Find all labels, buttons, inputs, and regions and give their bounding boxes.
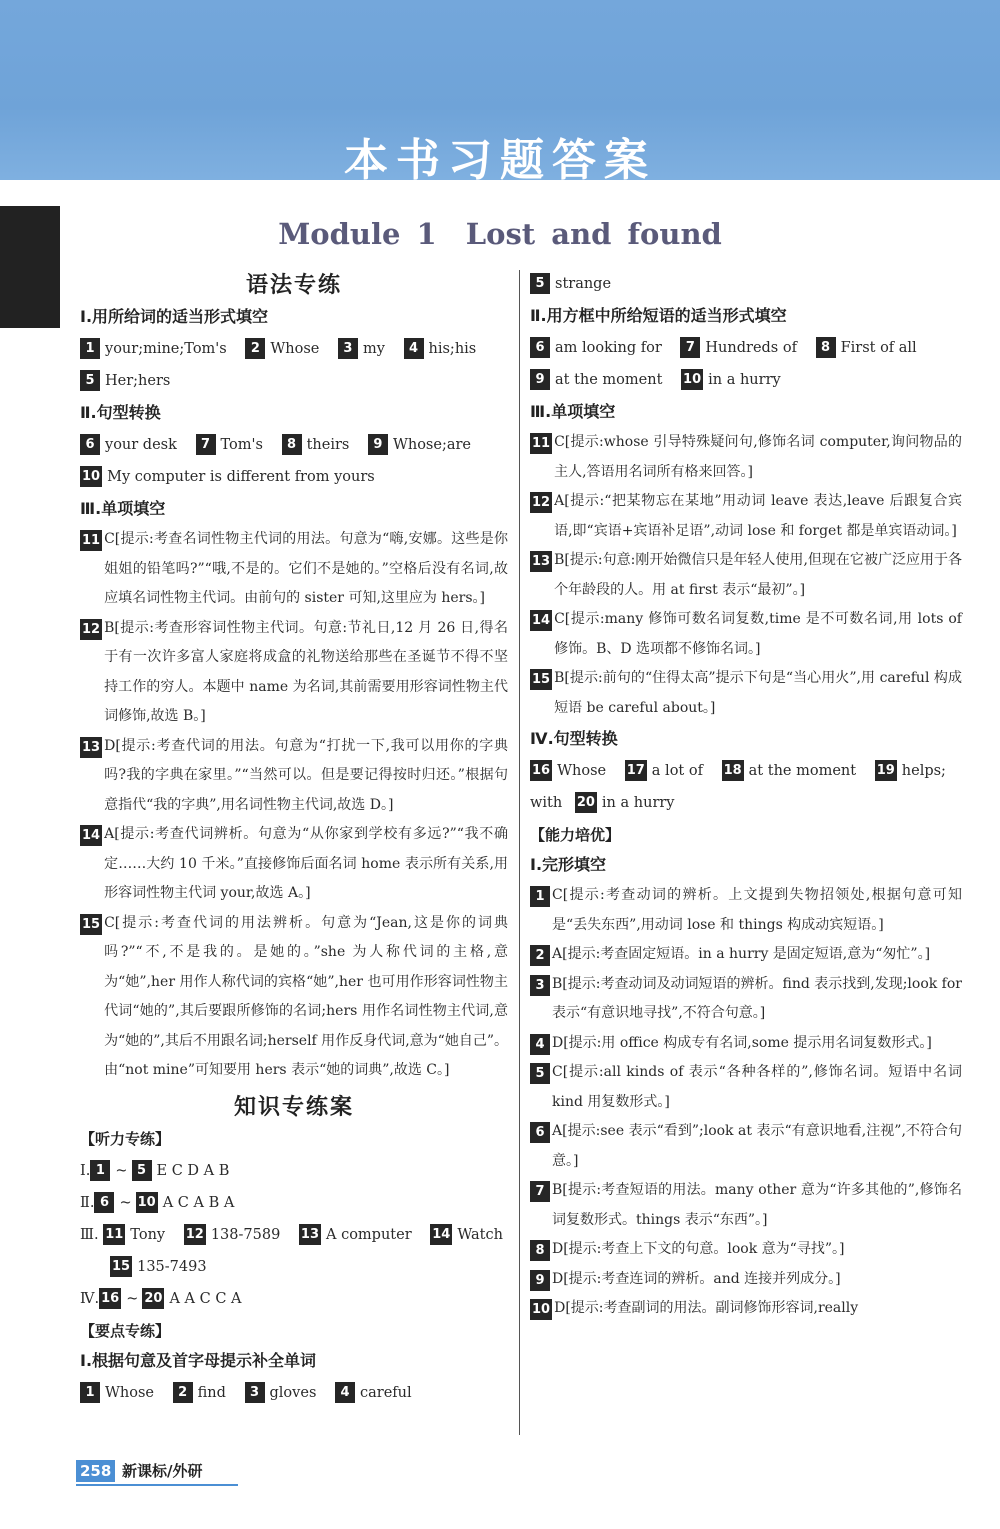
question-number: 13 — [80, 737, 102, 758]
question-number: 19 — [875, 760, 897, 781]
answer-item — [80, 373, 170, 389]
footer-label: 新课标/外研 — [122, 1462, 203, 1480]
answer-text: with — [530, 795, 563, 811]
explanation-text: D[提示:用 office 构成专有名词,some 提示用名词复数形式。] — [552, 1034, 932, 1051]
answer-item — [299, 1227, 412, 1243]
explanation-text: C[提示:考查动词的辨析。上文提到失物招领处,根据句意可知是“丢失东西”,用动词 lose 和 things 构成动宾短语。] — [552, 887, 962, 933]
explanation-text: C[提示:all kinds of 表示“各种各样的”,修饰名词。短语中名词 kind 用复数形式。] — [552, 1064, 962, 1110]
explanation-item — [530, 1117, 962, 1176]
section-title: Ⅲ.单项填空 — [80, 499, 166, 518]
answer-item — [816, 340, 917, 356]
answer-text: theirs — [306, 437, 350, 453]
answer-text: Hundreds of — [705, 340, 797, 356]
explanation-item — [530, 1058, 962, 1117]
subsection-label-key-points: 【要点专练】 — [80, 1321, 171, 1340]
answer-item — [625, 763, 703, 779]
question-number: 1 — [90, 1160, 110, 1181]
question-number: 8 — [816, 337, 836, 358]
section-title: Ⅱ.用方框中所给短语的适当形式填空 — [530, 306, 787, 325]
explanation-text: A[提示:考查代词辨析。句意为“从你家到学校有多远?”“我不确定……大约 10 千米。”直接修饰后面名词 home 表示所有关系,用形容词性物主代词 your,故选 A。] — [104, 826, 508, 901]
section-heading-grammar: 语法专练 — [245, 273, 342, 298]
question-number: 11 — [530, 433, 552, 454]
answer-text: 138-7589 — [210, 1226, 281, 1243]
question-number: 10 — [136, 1192, 158, 1213]
answer-item — [173, 1385, 226, 1401]
answer-row — [530, 364, 962, 396]
answer-text: at the moment — [748, 763, 857, 779]
subsection-label-ability: 【能力培优】 — [530, 826, 621, 844]
module-title: Module 1 Lost and found — [278, 217, 722, 251]
explanation-item — [530, 1294, 962, 1324]
explanation-item — [530, 1265, 962, 1295]
answer-item — [530, 340, 662, 356]
question-number: 12 — [184, 1224, 206, 1245]
question-number: 20 — [575, 792, 597, 813]
listening-row: Ⅱ. 6 ~ 10 A C A B A — [80, 1187, 508, 1219]
answer-text: my — [362, 341, 385, 357]
question-number: 14 — [530, 610, 552, 631]
question-number: 8 — [530, 1240, 550, 1261]
answer-item — [103, 1227, 165, 1243]
answer-text: his;his — [428, 341, 477, 357]
question-number: 4 — [530, 1034, 550, 1055]
question-number: 17 — [625, 760, 647, 781]
question-number: 20 — [142, 1288, 164, 1309]
question-number: 6 — [530, 1122, 550, 1143]
answer-item — [530, 372, 662, 388]
section-title: Ⅰ.根据句意及首字母提示补全单词 — [80, 1350, 317, 1370]
explanation-text: B[提示:考查形容词性物主代词。句意:节礼日,12 月 26 日,得名于有一次许多富人家庭将成盒的礼物送给那些在圣诞节不得不坚持工作的穷人。本题中 name 为名词,其前需要用形容词性物主代词修饰,故选 B。] — [104, 619, 508, 724]
question-number: 15 — [80, 914, 102, 935]
answer-text: Tony — [130, 1226, 166, 1243]
explanation-text: A[提示:“把某物忘在某地”用动词 leave 表达,leave 后跟复合宾语,即“宾语+宾语补足语”,动词 lose 和 forget 都是单宾语动词。] — [554, 493, 962, 539]
question-number: 5 — [132, 1160, 152, 1181]
explanation-item — [80, 614, 508, 732]
answer-text: Whose;are — [392, 437, 471, 453]
explanation-item — [530, 881, 962, 940]
answer-row — [530, 268, 962, 300]
answer-text: Whose — [105, 1384, 154, 1401]
question-number: 12 — [80, 619, 102, 640]
question-number: 5 — [530, 273, 550, 294]
answer-text: First of all — [840, 340, 917, 356]
answer-item — [575, 795, 675, 811]
question-number: 1 — [80, 338, 100, 359]
column-divider — [519, 270, 520, 1435]
explanation-text: D[提示:考查代词的用法。句意为“打扰一下,我可以用你的字典吗?我的字典在家里。”“当然可以。但是要记得按时归还。”根据句意指代“我的字典”,用名词性物主代词,故选 D。] — [104, 737, 508, 813]
explanation-text: A[提示:see 表示“看到”;look at 表示“有意识地看,注视”,不符合句意。] — [552, 1123, 962, 1169]
question-number: 9 — [530, 369, 550, 390]
answer-item — [196, 437, 263, 453]
answer-text: Whose — [270, 341, 320, 357]
section-title: Ⅰ.完形填空 — [530, 855, 607, 874]
question-number: 15 — [530, 669, 552, 690]
answer-text: am looking for — [555, 340, 662, 356]
question-number: 6 — [94, 1192, 114, 1213]
footer-underline — [76, 1484, 238, 1486]
answer-text: Watch — [457, 1226, 503, 1243]
answer-item — [245, 341, 319, 357]
roman-numeral: Ⅳ. — [80, 1290, 100, 1307]
question-number: 9 — [368, 434, 388, 455]
answer-item — [338, 341, 385, 357]
explanation-item — [80, 909, 508, 1086]
explanation-text: D[提示:考查上下文的句意。look 意为“寻找”。] — [552, 1241, 845, 1257]
right-column — [530, 268, 962, 1324]
question-number: 12 — [530, 492, 552, 513]
answer-text: find — [197, 1384, 226, 1401]
answer-row — [80, 1377, 508, 1409]
question-number: 11 — [103, 1224, 125, 1245]
answer-item — [680, 340, 797, 356]
question-number: 6 — [80, 434, 100, 455]
question-number: 16 — [99, 1288, 121, 1309]
answer-text: helps; — [901, 763, 946, 779]
answer-item — [245, 1385, 317, 1401]
answer-item — [875, 763, 946, 779]
question-number: 9 — [530, 1270, 550, 1291]
question-number: 4 — [335, 1382, 355, 1403]
question-number: 11 — [80, 530, 102, 551]
explanation-text: C[提示:many 修饰可数名词复数,time 是不可数名词,用 lots of 修饰。B、D 选项都不修饰名词。] — [554, 611, 962, 657]
section-title: Ⅲ.单项填空 — [530, 402, 616, 421]
answer-row — [80, 333, 508, 365]
question-number: 2 — [173, 1382, 193, 1403]
question-number: 7 — [530, 1181, 550, 1202]
answer-row — [530, 755, 962, 787]
explanation-item — [530, 1176, 962, 1235]
answer-text: E C D A B — [156, 1162, 230, 1179]
explanation-text: C[提示:考查名词性物主代词的用法。句意为“嗨,安娜。这些是你姐姐的铅笔吗?”“哦,不是的。它们不是她的。”空格后没有名词,故应填名词性物主代词。由前句的 sister 可知,这里应为 hers。] — [104, 531, 508, 606]
explanation-item — [80, 820, 508, 909]
answer-text: A A C C A — [169, 1290, 242, 1307]
question-number: 6 — [530, 337, 550, 358]
answer-row — [530, 787, 962, 819]
question-number: 16 — [530, 760, 552, 781]
section-title: Ⅱ.句型转换 — [80, 403, 161, 422]
section-title: Ⅰ.用所给词的适当形式填空 — [80, 307, 269, 326]
answer-row — [530, 332, 962, 364]
explanation-text: C[提示:whose 引导特殊疑问句,修饰名词 computer,询问物品的主人,答语用名词所有格来回答。] — [554, 434, 962, 480]
answer-item — [530, 763, 606, 779]
explanation-text: B[提示:考查动词及动词短语的辨析。find 表示找到,发现;look for 表示“有意识地寻找”,不符合句意。] — [552, 975, 962, 1021]
question-number: 3 — [530, 975, 550, 996]
question-number: 4 — [404, 338, 424, 359]
question-number: 1 — [530, 886, 550, 907]
question-number: 10 — [80, 466, 102, 487]
answer-item — [404, 341, 477, 357]
explanation-text: B[提示:考查短语的用法。many other 意为“许多其他的”,修饰名词复数形式。things 表示“东西”。] — [552, 1182, 962, 1228]
question-number: 10 — [530, 1299, 552, 1320]
answer-text: Whose — [557, 763, 607, 779]
answer-item — [430, 1227, 503, 1243]
answer-text: careful — [360, 1384, 412, 1401]
explanation-item — [530, 970, 962, 1029]
answer-item — [335, 1385, 412, 1401]
answer-text: Tom's — [220, 437, 263, 453]
listening-row: Ⅰ. 1 ~ 5 E C D A B — [80, 1155, 508, 1187]
page-title: 本书习题答案 — [344, 135, 656, 186]
question-number: 1 — [80, 1382, 100, 1403]
answer-text: at the moment — [555, 372, 663, 388]
listening-row: Ⅳ. 16 ~ 20 A A C C A — [80, 1283, 508, 1315]
explanation-item — [530, 605, 962, 664]
explanation-text: D[提示:考查连词的辨析。and 连接并列成分。] — [552, 1270, 841, 1287]
explanation-item — [530, 1029, 962, 1059]
explanation-text: B[提示:前句的“住得太高”提示下句是“当心用火”,用 careful 构成短语 be careful about。] — [554, 670, 962, 716]
explanation-item — [80, 732, 508, 821]
answer-item — [722, 763, 857, 779]
answer-text: strange — [555, 276, 612, 292]
question-number: 8 — [282, 434, 302, 455]
question-number: 5 — [530, 1063, 550, 1084]
explanation-text: A[提示:考查固定短语。in a hurry 是固定短语,意为“匆忙”。] — [552, 946, 931, 962]
explanation-item — [80, 525, 508, 614]
question-number: 3 — [338, 338, 358, 359]
question-number: 7 — [196, 434, 216, 455]
listening-row — [80, 1219, 508, 1251]
question-number: 3 — [245, 1382, 265, 1403]
answer-text: a lot of — [651, 763, 703, 779]
answer-item — [80, 1385, 154, 1401]
answer-item — [282, 437, 350, 453]
section-title: Ⅳ.句型转换 — [530, 729, 618, 748]
answer-item — [80, 437, 177, 453]
answer-text: gloves — [269, 1384, 317, 1401]
explanation-item — [530, 1235, 962, 1265]
answer-text: in a hurry — [601, 795, 675, 811]
explanation-text: D[提示:考查副词的用法。副词修饰形容词,really — [554, 1300, 859, 1316]
answer-row — [80, 429, 508, 461]
question-number: 2 — [245, 338, 265, 359]
question-number: 13 — [530, 551, 552, 572]
question-number: 15 — [110, 1256, 132, 1277]
answer-row — [80, 461, 508, 493]
question-number: 7 — [680, 337, 700, 358]
section-heading-knowledge: 知识专练案 — [233, 1094, 354, 1120]
answer-item — [110, 1259, 207, 1275]
left-column — [80, 268, 508, 1409]
page-number: 258 — [76, 1460, 115, 1482]
question-number: 5 — [80, 370, 100, 391]
question-number: 13 — [299, 1224, 321, 1245]
listening-row — [80, 1251, 508, 1283]
answer-text: A C A B A — [162, 1194, 235, 1211]
question-number: 10 — [681, 369, 703, 390]
subsection-label-listening: 【听力专练】 — [80, 1129, 171, 1148]
question-number: 14 — [430, 1224, 452, 1245]
question-number: 14 — [80, 825, 102, 846]
answer-item — [681, 372, 781, 388]
answer-text: 135-7493 — [137, 1258, 207, 1275]
answer-text: My computer is different from yours — [107, 469, 375, 485]
question-number: 18 — [722, 760, 744, 781]
answer-item — [368, 437, 471, 453]
explanation-text: C[提示:考查代词的用法辨析。句意为“Jean,这是你的词典吗?”“不,不是我的。是她的。”she 为人称代词的主格,意为“她”,her 用作人称代词的宾格“她”,her 也可用作形容词性物主代词“她的”,其后要跟所修饰的名词;hers 用作名词性物主代词,意为“她的”,其后不用跟名词;herself 用作反身代词,意为“她自己”。由“not mine”可知要用 hers 表示“她的词典”,故选 C。] — [104, 914, 508, 1078]
header-banner — [0, 0, 1000, 186]
answer-text: A computer — [326, 1226, 412, 1243]
explanation-item — [530, 940, 962, 970]
explanation-text: B[提示:句意:刚开始微信只是年轻人使用,但现在它被广泛应用于各个年龄段的人。用 at first 表示“最初”。] — [554, 552, 962, 598]
roman-numeral: Ⅰ. — [80, 1162, 91, 1179]
answer-text: Her;hers — [105, 373, 171, 389]
explanation-item — [530, 487, 962, 546]
answer-item — [530, 276, 611, 292]
roman-numeral: Ⅱ. — [80, 1194, 95, 1211]
explanation-item — [530, 428, 962, 487]
answer-text: in a hurry — [708, 372, 781, 388]
answer-item — [80, 341, 227, 357]
answer-item — [184, 1227, 281, 1243]
roman-numeral: Ⅲ. — [80, 1226, 99, 1243]
explanation-item — [530, 664, 962, 723]
answer-row — [80, 365, 508, 397]
answer-text: your desk — [105, 437, 177, 453]
explanation-item — [530, 546, 962, 605]
answer-text: your;mine;Tom's — [105, 341, 227, 357]
answer-item — [80, 469, 375, 485]
question-number: 2 — [530, 945, 550, 966]
